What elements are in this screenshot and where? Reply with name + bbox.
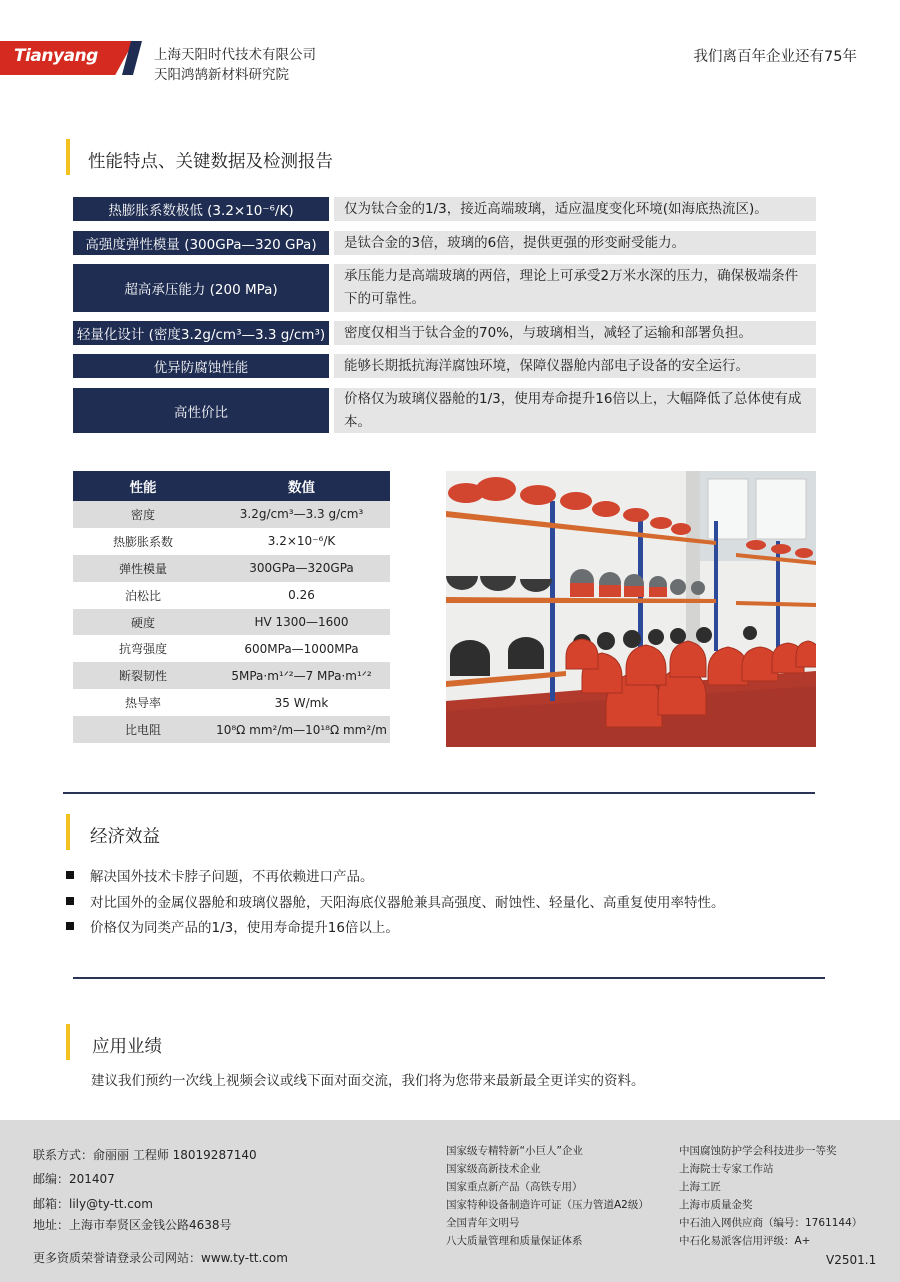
- feature-row: [73, 354, 816, 378]
- honor-item: 上海院士专家工作站: [679, 1163, 774, 1175]
- version-label: V2501.1: [826, 1253, 877, 1267]
- table-row: [73, 555, 390, 582]
- property-value: 0.26: [213, 582, 390, 609]
- property-name: 密度: [73, 501, 213, 528]
- honor-item: 国家特种设备制造许可证（压力管道A2级）: [446, 1199, 649, 1211]
- property-name: 硬度: [73, 609, 213, 636]
- section-marker: [66, 139, 70, 175]
- institute-name: 天阳鸿鹄新材料研究院: [154, 67, 289, 83]
- section-marker: [66, 1024, 70, 1060]
- feature-label: 轻量化设计 (密度3.2g/cm³—3.3 g/cm³): [73, 321, 329, 345]
- contact-info: 联系方式：俞丽丽 工程师 18019287140: [33, 1148, 257, 1162]
- honor-item: 中石油入网供应商（编号：1761144）: [679, 1217, 863, 1229]
- feature-desc: 是钛合金的3倍，玻璃的6倍，提供更强的形变耐受能力。: [334, 231, 816, 255]
- feature-row: [73, 321, 816, 345]
- property-value: 300GPa—320GPa: [213, 555, 390, 582]
- property-name: 热膨胀系数: [73, 528, 213, 555]
- property-value: 3.2g/cm³—3.3 g/cm³: [213, 501, 390, 528]
- property-name: 热导率: [73, 689, 213, 716]
- address: 地址：上海市奉贤区金钱公路4638号: [33, 1218, 232, 1232]
- warehouse-photo: [446, 471, 816, 747]
- property-table: [73, 471, 390, 743]
- table-row: [73, 501, 390, 528]
- company-name: 上海天阳时代技术有限公司: [154, 47, 316, 63]
- property-value: 600MPa—1000MPa: [213, 635, 390, 662]
- section-title-applications: 应用业绩: [92, 1037, 162, 1057]
- website-note: 更多资质荣誉请登录公司网站：www.ty-tt.com: [33, 1251, 288, 1265]
- table-row: [73, 609, 390, 636]
- honor-item: 中石化易派客信用评级：A+: [679, 1235, 811, 1247]
- honor-item: 上海市质量金奖: [679, 1199, 753, 1211]
- table-row: [73, 662, 390, 689]
- feature-label: 超高承压能力 (200 MPa): [73, 264, 329, 312]
- property-name: 比电阻: [73, 716, 213, 743]
- property-name: 断裂韧性: [73, 662, 213, 689]
- bullet-icon: [66, 871, 74, 879]
- honor-item: 国家重点新产品（高铁专用）: [446, 1181, 583, 1193]
- honor-item: 中国腐蚀防护学会科技进步一等奖: [679, 1145, 837, 1157]
- honor-item: 上海工匠: [679, 1181, 721, 1193]
- postcode: 邮编：201407: [33, 1172, 115, 1186]
- feature-row: [73, 388, 816, 433]
- bullet-text: 对比国外的金属仪器舱和玻璃仪器舱，天阳海底仪器舱兼具高强度、耐蚀性、轻量化、高重复使用率特性。: [90, 895, 725, 911]
- section-title-economic: 经济效益: [90, 827, 160, 847]
- feature-desc: 能够长期抵抗海洋腐蚀环境，保障仪器舱内部电子设备的安全运行。: [334, 354, 816, 378]
- table-row: [73, 635, 390, 662]
- feature-row: [73, 231, 816, 255]
- feature-row: [73, 197, 816, 221]
- list-item: [66, 916, 399, 936]
- property-name: 弹性模量: [73, 555, 213, 582]
- email: 邮箱：lily@ty-tt.com: [33, 1197, 153, 1211]
- bullet-text: 价格仅为同类产品的1/3，使用寿命提升16倍以上。: [90, 920, 399, 936]
- feature-label: 优异防腐蚀性能: [73, 354, 329, 378]
- bullet-text: 解决国外技术卡脖子问题，不再依赖进口产品。: [90, 869, 374, 885]
- column-header: 性能: [73, 471, 213, 501]
- property-value: 35 W/mk: [213, 689, 390, 716]
- property-value: 3.2×10⁻⁶/K: [213, 528, 390, 555]
- property-value: 5MPa·m¹ᐟ²—7 MPa·m¹ᐟ²: [213, 662, 390, 689]
- list-item: [66, 865, 374, 885]
- property-value: 10⁸Ω mm²/m—10¹⁸Ω mm²/m: [213, 716, 390, 743]
- company-logo: Tianyang: [14, 46, 98, 66]
- table-header-row: [73, 471, 390, 501]
- table-row: [73, 689, 390, 716]
- application-text: 建议我们预约一次线上视频会议或线下面对面交流，我们将为您带来最新最全更详实的资料。: [91, 1073, 645, 1089]
- honor-item: 全国青年文明号: [446, 1217, 520, 1229]
- column-header: 数值: [213, 471, 390, 501]
- bullet-icon: [66, 897, 74, 905]
- feature-desc: 价格仅为玻璃仪器舱的1/3，使用寿命提升16倍以上，大幅降低了总体使有成本。: [334, 388, 816, 433]
- honor-item: 八大质量管理和质量保证体系: [446, 1235, 583, 1247]
- feature-desc: 密度仅相当于钛合金的70%，与玻璃相当，减轻了运输和部署负担。: [334, 321, 816, 345]
- property-name: 泊松比: [73, 582, 213, 609]
- bullet-icon: [66, 922, 74, 930]
- table-row: [73, 716, 390, 743]
- feature-label: 高性价比: [73, 388, 329, 433]
- feature-desc: 仅为钛合金的1/3，接近高端玻璃，适应温度变化环境(如海底热流区)。: [334, 197, 816, 221]
- honor-item: 国家级专精特新“小巨人”企业: [446, 1145, 583, 1157]
- feature-row: [73, 264, 816, 312]
- divider: [73, 977, 825, 979]
- divider: [63, 792, 815, 794]
- table-row: [73, 582, 390, 609]
- feature-label: 高强度弹性模量 (300GPa—320 GPa): [73, 231, 329, 255]
- section-marker: [66, 814, 70, 850]
- section-title-performance: 性能特点、关键数据及检测报告: [88, 152, 333, 172]
- slogan: 我们离百年企业还有75年: [693, 49, 857, 65]
- table-row: [73, 528, 390, 555]
- honor-item: 国家级高新技术企业: [446, 1163, 541, 1175]
- property-value: HV 1300—1600: [213, 609, 390, 636]
- feature-desc: 承压能力是高端玻璃的两倍，理论上可承受2万米水深的压力，确保极端条件下的可靠性。: [334, 264, 816, 312]
- feature-label: 热膨胀系数极低 (3.2×10⁻⁶/K): [73, 197, 329, 221]
- list-item: [66, 891, 725, 911]
- property-name: 抗弯强度: [73, 635, 213, 662]
